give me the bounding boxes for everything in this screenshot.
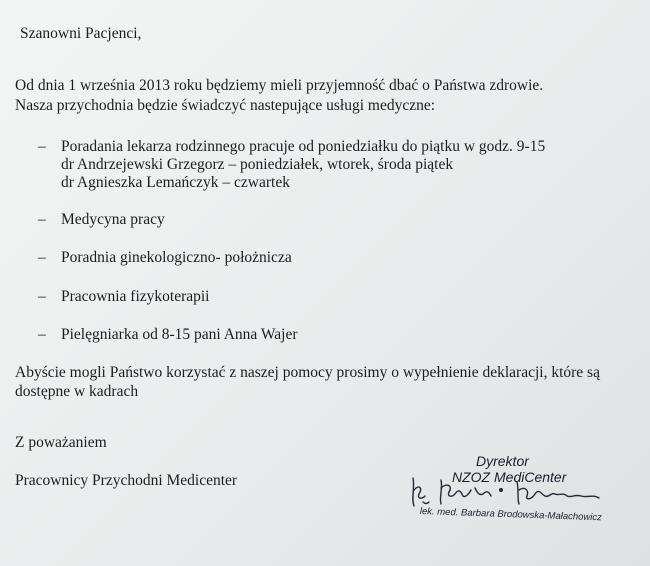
closing-paragraph-line-1: Abyście mogli Państwo korzystać z naszej pomocy prosimy o wypełnienie deklaracji, które są: [15, 364, 600, 381]
regards: Z poważaniem: [15, 434, 107, 451]
service-item-doctor-schedule-2: dr Agnieszka Lemańczyk – czwartek: [61, 174, 290, 191]
service-item-doctor-schedule-1: dr Andrzejewski Grzegorz – poniedziałek, wtorek, środa piątek: [61, 156, 454, 173]
service-item-family-doctor: Poradania lekarza rodzinnego pracuje od poniedziałku do piątku w godz. 9-15: [61, 138, 546, 155]
bullet-dash: –: [38, 326, 46, 343]
service-item-occupational-medicine: Medycyna pracy: [61, 211, 165, 228]
intro-line-2: Nasza przychodnia będzie świadczyć nastepujące usługi medyczne:: [15, 97, 436, 114]
bullet-dash: –: [38, 138, 46, 155]
stamp-doctor-name: lek. med. Barbara Brodowska-Małachowicz: [419, 506, 603, 524]
service-item-physiotherapy: Pracownia fizykoterapii: [61, 288, 210, 305]
salutation: Szanowni Pacjenci,: [20, 25, 142, 42]
stamp-organization: NZOZ MediCenter: [452, 469, 567, 485]
bullet-dash: –: [38, 211, 46, 228]
sender: Pracownicy Przychodni Medicenter: [15, 472, 238, 489]
bullet-dash: –: [38, 249, 46, 266]
service-item-gynecology: Poradnia ginekologiczno- położnicza: [61, 249, 292, 266]
closing-paragraph-line-2: dostępne w kadrach: [15, 383, 139, 400]
stamp-title: Dyrektor: [476, 453, 529, 469]
intro-line-1: Od dnia 1 września 2013 roku będziemy mieli przyjemność dbać o Państwa zdrowie.: [15, 77, 544, 94]
bullet-dash: –: [38, 288, 46, 305]
service-item-nurse: Pielęgniarka od 8-15 pani Anna Wajer: [61, 326, 298, 343]
